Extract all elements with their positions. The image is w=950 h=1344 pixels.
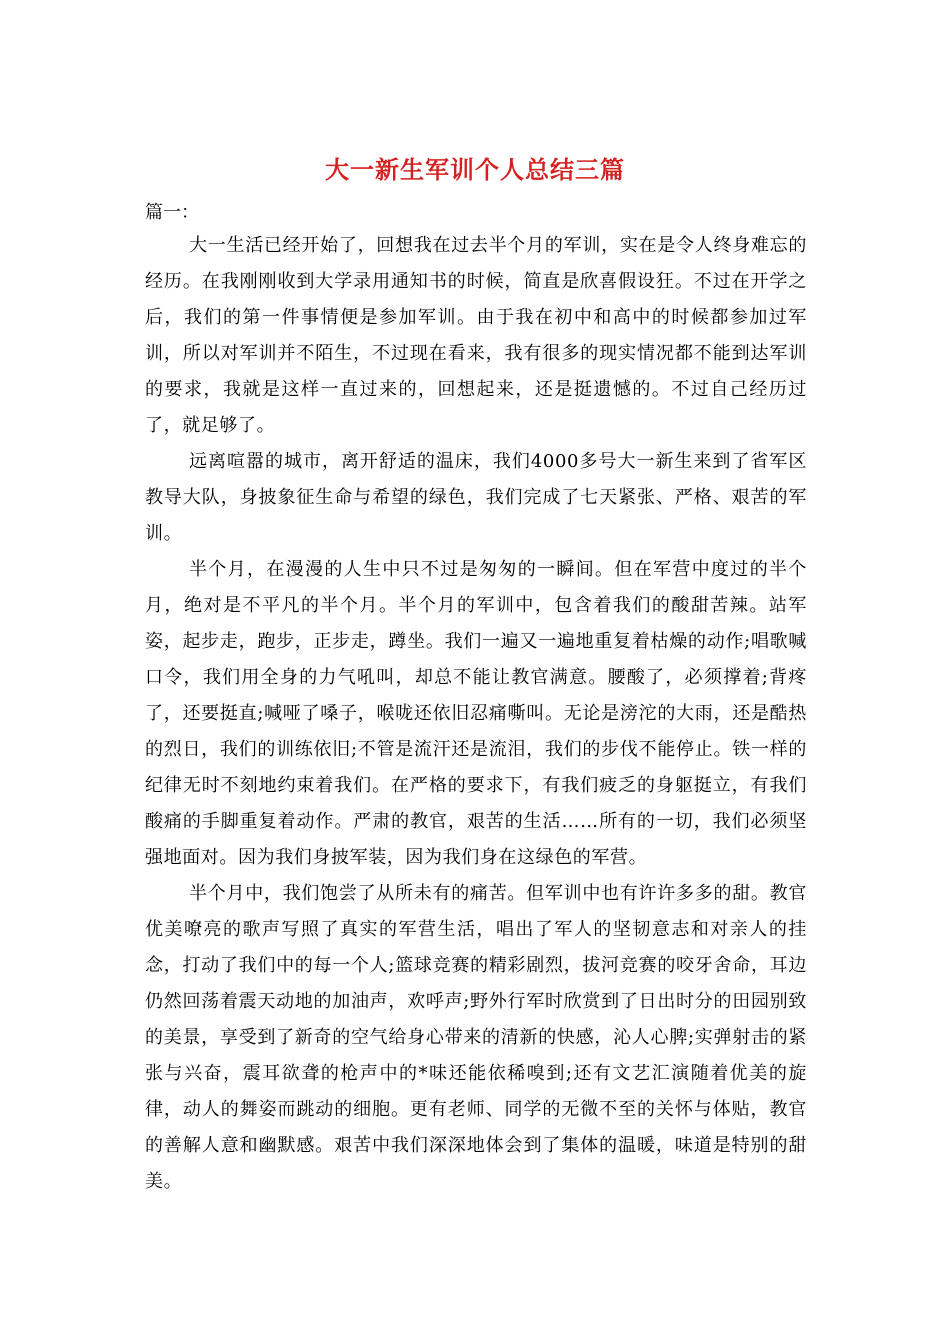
section-label: 篇一：	[145, 202, 199, 223]
document-title: 大一新生军训个人总结三篇	[325, 155, 625, 184]
paragraph-2: 远离喧嚣的城市，离开舒适的温床，我们4000多号大一新生来到了省军区教导大队，身披象征生命与希望的绿色，我们完成了七天紧张、严格、艰苦的军训。	[145, 451, 807, 544]
document-body	[145, 228, 807, 1200]
paragraph-4: 半个月中，我们饱尝了从所未有的痛苦。但军训中也有许许多多的甜。教官优美嘹亮的歌声写照了真实的军营生活，唱出了军人的坚韧意志和对亲人的挂念，打动了我们中的每一个人;篮球竞赛的精彩剧烈，拔河竞赛的咬牙舍命，耳边仍然回荡着震天动地的加油声，欢呼声;野外行军时欣赏到了日出时分的田园别致的美景，享受到了新奇的空气给身心带来的清新的快感，沁人心脾;实弹射击的紧张与兴奋，震耳欲聋的枪声中的*味还能依稀嗅到;还有文艺汇演随着优美的旋律，动人的舞姿而跳动的细胞。更有老师、同学的无微不至的关怀与体贴，教官的善解人意和幽默感。艰苦中我们深深地体会到了集体的温暖，味道是特别的甜美。	[145, 883, 807, 1192]
paragraph-1: 大一生活已经开始了，回想我在过去半个月的军训，实在是令人终身难忘的经历。在我刚刚收到大学录用通知书的时候，简直是欣喜假设狂。不过在开学之后，我们的第一件事情便是参加军训。由于我在初中和高中的时候都参加过军训，所以对军训并不陌生，不过现在看来，我有很多的现实情况都不能到达军训的要求，我就是这样一直过来的，回想起来，还是挺遗憾的。不过自己经历过了，就足够了。	[145, 235, 807, 436]
paragraph-3: 半个月，在漫漫的人生中只不过是匆匆的一瞬间。但在军营中度过的半个月，绝对是不平凡的半个月。半个月的军训中，包含着我们的酸甜苦辣。站军姿，起步走，跑步，正步走，蹲坐。我们一遍又一遍地重复着枯燥的动作;唱歌喊口令，我们用全身的力气吼叫，却总不能让教官满意。腰酸了，必须撑着;背疼了，还要挺直;喊哑了嗓子，喉咙还依旧忍痛嘶叫。无论是滂沱的大雨，还是酷热的烈日，我们的训练依旧;不管是流汗还是流泪，我们的步伐不能停止。铁一样的纪律无时不刻地约束着我们。在严格的要求下，有我们疲乏的身躯挺立，有我们酸痛的手脚重复着动作。严肃的教官，艰苦的生活……所有的一切，我们必须坚强地面对。因为我们身披军装，因为我们身在这绿色的军营。	[145, 559, 807, 868]
